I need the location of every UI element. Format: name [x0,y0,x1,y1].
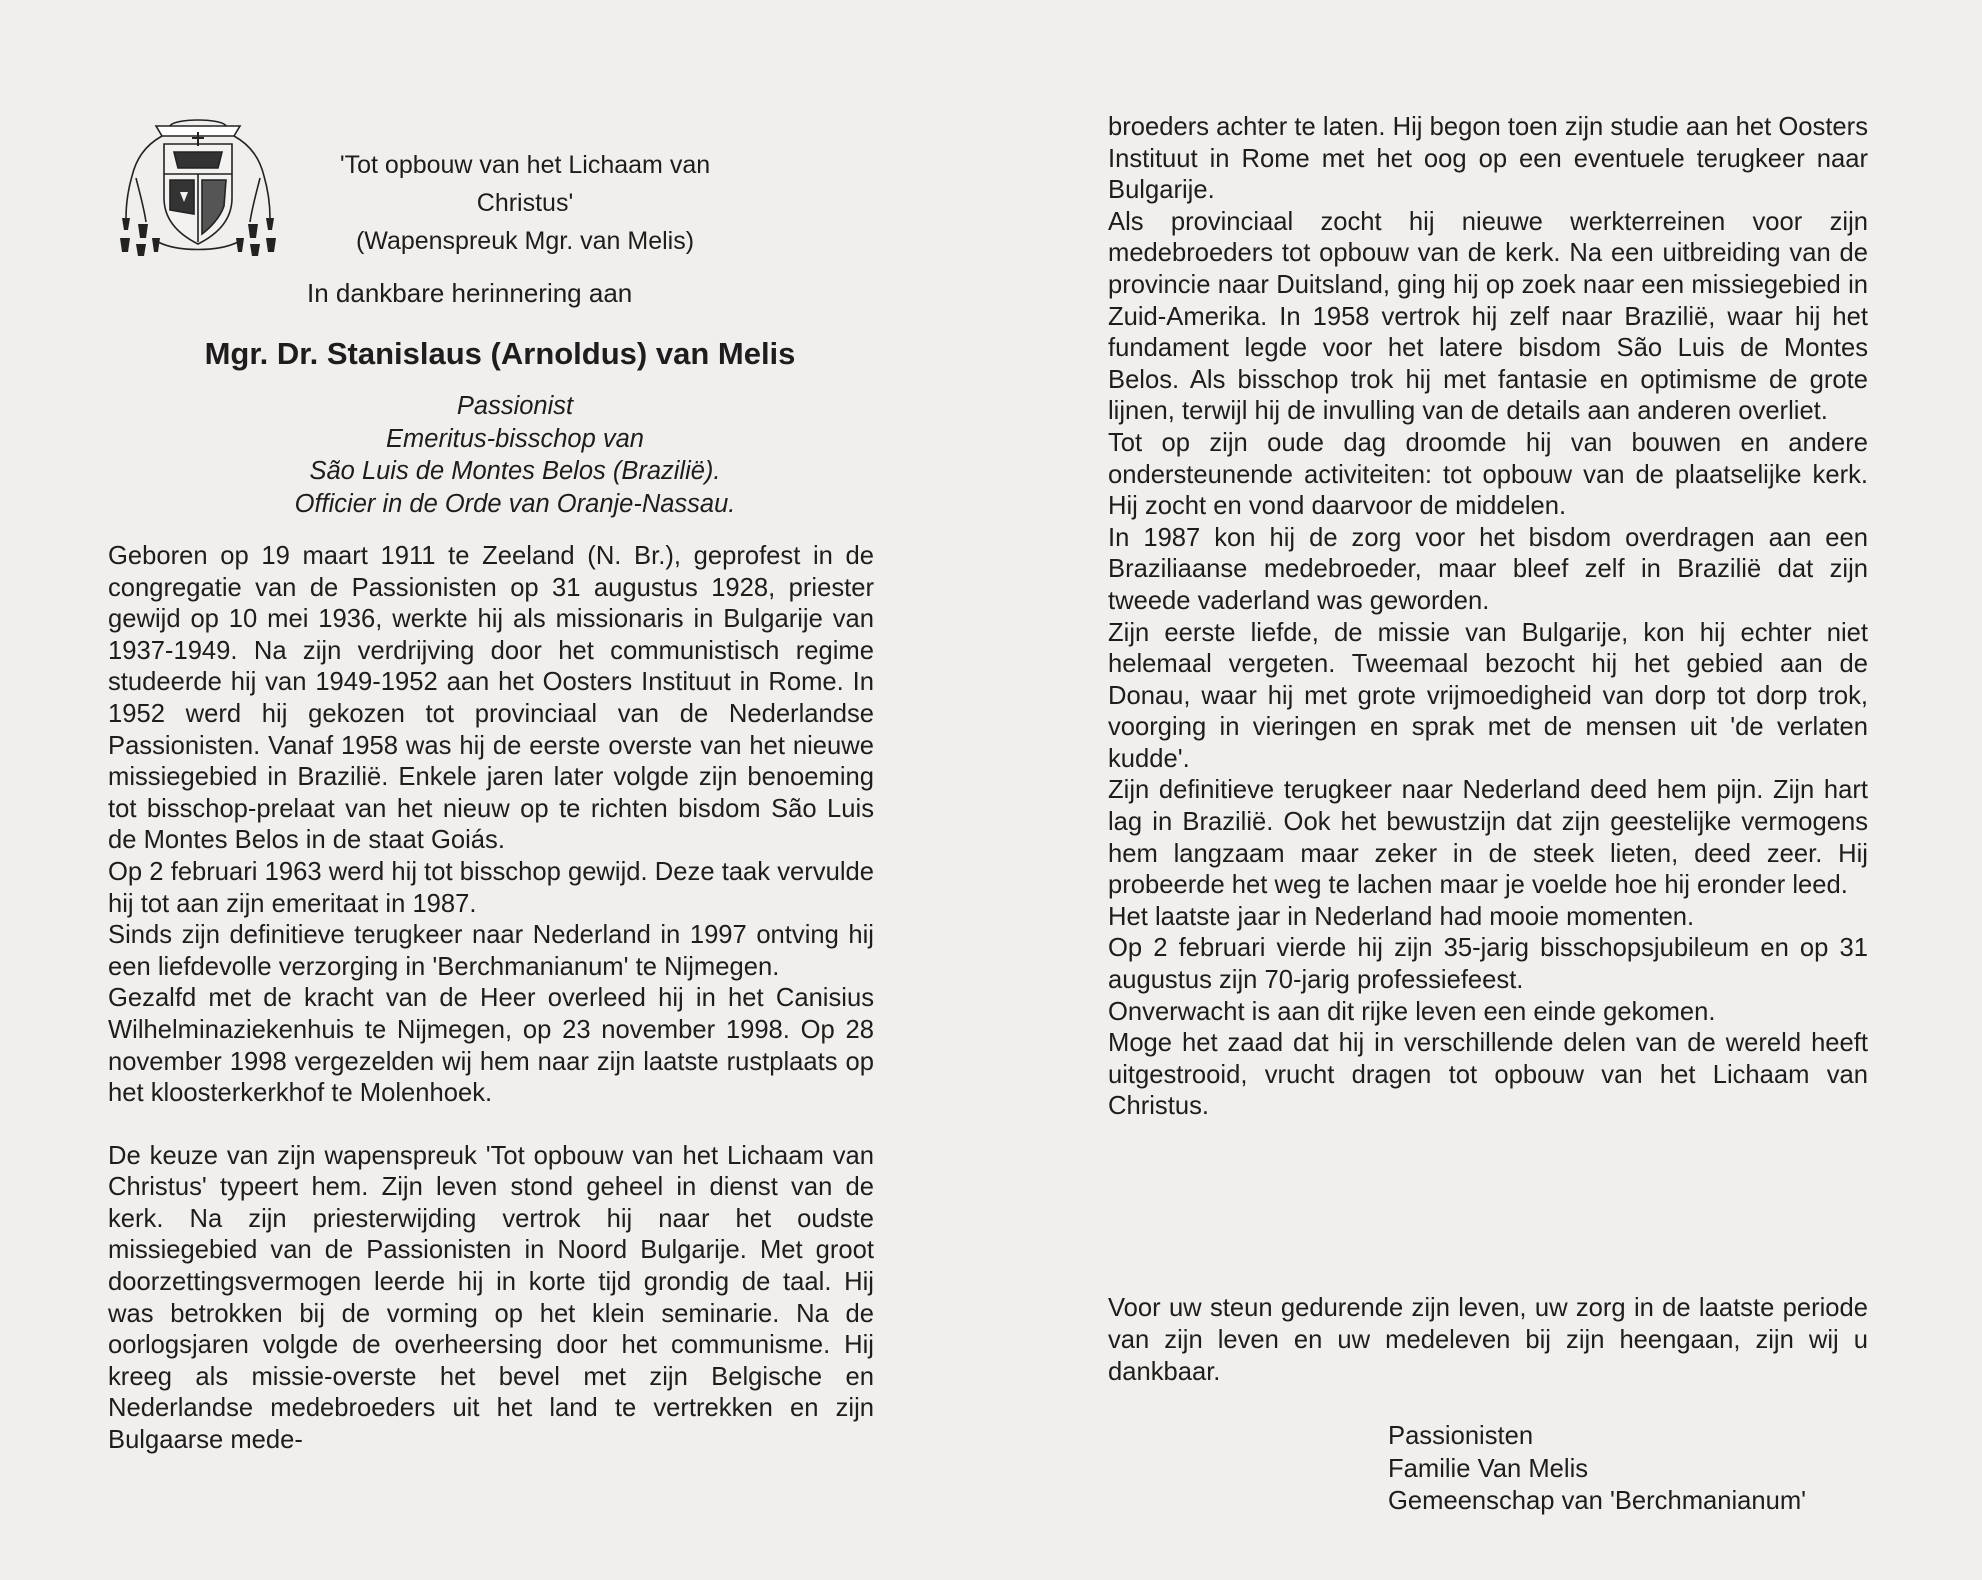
bio-paragraph: Geboren op 19 maart 1911 te Zeeland (N. Br.), geprofest in de congregatie van de Passionisten op 31 augustus 1928, priester gewijd op 10 mei 1936, werkte hij als missionaris in Bulgarije van 1937-1949. Na zijn verdrijving door het communistisch regime studeerde hij van 1949-1952 aan het Oosters Instituut in Rome. In 1952 werd hij gekozen tot provinciaal van de Nederlandse Passionisten. Vanaf 1958 was hij de eerste overste van het nieuwe missiegebied in Brazilië. Enkele jaren later volgde zijn benoeming tot bisschop-prelaat van het nieuw op te richten bisdom São Luis de Montes Belos in de staat Goiás. [108,542,874,855]
right-column [1108,112,1868,1123]
signer: Familie Van Melis [1388,1454,1589,1483]
title-line: Passionist [456,392,574,420]
title-line: Officier in de Orde van Oranje-Nassau. [294,489,736,518]
motto-block [300,146,750,260]
left-column [108,541,874,1457]
paragraph: Moge het zaad dat hij in verschillende delen van de wereld heeft uitgestrooid, vrucht dragen tot opbouw van het Lichaam van Christus. [1108,1029,1868,1121]
paragraph: Het laatste jaar in Nederland had mooie momenten. [1108,902,1695,931]
return-paragraph: Sinds zijn definitieve terugkeer naar Nederland in 1997 ontving hij een liefdevolle verzorging in 'Berchmanianum' te Nijmegen. [108,921,874,981]
motto-text: 'Tot opbouw van het Lichaam van Christus' [339,151,711,217]
paragraph: Zijn definitieve terugkeer naar Nederland deed hem pijn. Zijn hart lag in Brazilië. Ook het bewustzijn dat zijn geestelijke vermogens hem langzaam maar zeker in de steek lieten, deed zeer. Hij probeerde het weg te lachen maar je voelde hoe hij eronder leed. [1108,776,1868,900]
signer: Gemeenschap van 'Berchmanianum' [1388,1487,1807,1515]
signer: Passionisten [1388,1422,1534,1450]
motto-choice-paragraph: De keuze van zijn wapenspreuk 'Tot opbouw van het Lichaam van Christus' typeert hem. Zijn leven stond geheel in dienst van de kerk. Na zijn priesterwijding vertrok hij naar het oudste missiegebied van de Passionisten in Noord Bulgarije. Met groot doorzettingsvermogen leerde hij in korte tijd grondig de taal. Hij was betrokken bij de vorming op het klein seminarie. Na de oorlogsjaren volgde de overheersing door het communisme. Hij kreeg als missie-overste het bevel met zijn Belgische en Nederlandse medebroeders uit het land te vertrekken en zijn Bulgaarse mede- [108,1141,874,1455]
title-line: São Luis de Montes Belos (Brazilië). [309,457,721,485]
paragraph: broeders achter te laten. Hij begon toen zijn studie aan het Oosters Instituut in Rome met het oog op een eventuele terugkeer naar Bulgarije. [1108,113,1868,205]
thanks-paragraph: Voor uw steun gedurende zijn leven, uw zorg in de laatste periode van zijn leven en uw medeleven bij zijn heengaan, zijn wij u dankbaar. [1108,1294,1868,1386]
title-line: Emeritus-bisschop van [386,424,644,453]
coat-of-arms-icon [118,118,278,258]
paragraph: In 1987 kon hij de zorg voor het bisdom overdragen aan een Braziliaanse medebroeder, maar bleef zelf in Brazilië dat zijn tweede vaderland was geworden. [1108,523,1868,615]
paragraph: Als provinciaal zocht hij nieuwe werkterreinen voor zijn medebroeders tot opbouw van de kerk. Na een uitbreiding van de provincie naar Duitsland, ging hij op zoek naar een missiegebied in Zuid-Amerika. In 1958 vertrok hij zelf naar Brazilië, waar hij het fundament legde voor het latere bisdom São Luis de Montes Belos. Als bisschop trok hij met fantasie en optimisme de grote lijnen, terwijl hij de invulling van de details aan anderen overliet. [1108,207,1868,426]
paragraph: Zijn eerste liefde, de missie van Bulgarije, kon hij echter niet helemaal vergeten. Tweemaal bezocht hij het gebied aan de Donau, waar hij met grote vrijmoedigheid van dorp tot dorp trok, voorging in vieringen en sprak met de mensen uit 'de verlaten kudde'. [1108,618,1868,773]
paragraph: Tot op zijn oude dag droomde hij van bouwen en andere ondersteunende activiteiten: tot opbouw van de plaatselijke kerk. Hij zocht en vond daarvoor de middelen. [1108,428,1868,521]
titles-block [150,390,880,520]
paragraph: Onverwacht is aan dit rijke leven een einde gekomen. [1108,997,1716,1026]
motto-source: (Wapenspreuk Mgr. van Melis) [355,227,695,255]
paragraph: Op 2 februari vierde hij zijn 35-jarig bisschopsjubileum en op 31 augustus zijn 70-jarig professiefeest. [1108,934,1868,995]
signers-block [1388,1420,1806,1518]
consecration-paragraph: Op 2 februari 1963 werd hij tot bisschop gewijd. Deze taak vervulde hij tot aan zijn emeritaat in 1987. [108,857,874,918]
deceased-name: Mgr. Dr. Stanislaus (Arnoldus) van Melis [204,336,796,371]
memory-line: In dankbare herinnering aan [307,278,633,308]
death-paragraph: Gezalfd met de kracht van de Heer overleed hij in het Canisius Wilhelminaziekenhuis te Nijmegen, op 23 november 1998. Op 28 november 1998 vergezelden wij hem naar zijn laatste rustplaats op het kloosterkerkhof te Molenhoek. [108,984,874,1108]
